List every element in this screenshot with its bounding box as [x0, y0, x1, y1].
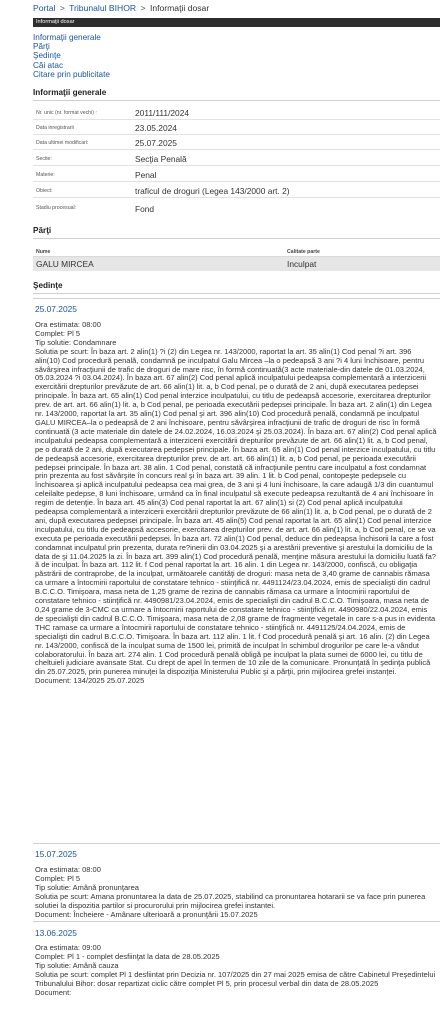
hearing-solution-type: Tip solutie: Condamnare: [35, 337, 117, 347]
info-value: 23.05.2024: [135, 123, 177, 133]
info-label: Nr. unic (nr. format vechi) :: [36, 110, 97, 116]
header-bar-title: Informaţii dosar: [36, 19, 75, 25]
nav-link-informatii-generale[interactable]: Informaţii generale: [33, 33, 101, 42]
hearing-solution-type: Tip solutie: Amână cauza: [35, 960, 119, 970]
hearing-complet: Complet: Pl 5: [35, 873, 81, 883]
hearing-item: [33, 843, 440, 921]
parti-table-header: [33, 246, 440, 257]
hearing-solution-type: Tip solutie: Amână pronunţarea: [35, 882, 139, 892]
hearing-date: 13.06.2025: [35, 928, 77, 938]
info-label: Stadiu procesual:: [36, 205, 77, 211]
info-value: 25.07.2025: [135, 138, 177, 148]
hearing-item: [33, 921, 440, 1024]
section-divider: [33, 238, 440, 239]
info-value: traficul de droguri (Legea 143/2000 art. 2): [135, 186, 290, 196]
hearing-time: Ora estimata: 08:00: [35, 865, 101, 874]
hearing-solution-summary: Solutia pe scurt: În baza art. 2 alin(1) ?i (2) din Legea nr. 143/2000, raportat la art. 35 alin(1) Cod penal ?i art. 396 alin(10) Cod procedură penală, condamnă pe inculpatul Galu Mircea –la o pedeapsă 3 ani ?i 4 luni închisoare, pentru săvârşirea infracţiunii de trafic de droguri de mare risc, în formă continuată(3 acte materiale-din datele de 01.03.2024, 05.03.2024 ?i 03.04.2024). În baza art. 67 alin(2) Cod penal aplică inculpatului pedeapsa complementară a interzicerii exercitării drepturilor prevăzute de art. 66 alin(1) lit. a, b Cod penal, pe o durată de 2 ani, după executarea pedepsei principale. În baza art. 65 alin(1) Cod penal interzice inculpatului, cu titlu de pedeapsă accesorie, exercitarea drepturilor prev. de art. art. 66 alin(1) lit. a, b Cod penal, pe perioada executării pedepsei principale. În baza art. 2 alin(1) din Legea nr. 143/2000, raportat la art. 35 alin(1) Cod penal şi art. 396 alin(10) Cod procedură penală, condamnă pe inculpatul GALU MIRCEA–la o pedeapsă de 2 ani închisoare, pentru săvârşirea infracţiunii de trafic de droguri de risc în formă continuată (3 acte materiale din datele de 24.02.2024, 16.03.2024 şi 25.03.2024). În baza art. 67 alin(2) Cod penal aplică inculpatului pedeapsa complementară a interzicerii exercitării drepturilor prevăzute de art. 66 alin(1) lit. a, b Cod penal, pe o durată de 2 ani, după executarea pedepsei principale. În baza art. 65 alin(1) Cod penal interzice inculpatului, cu titlu de pedeapsă accesorie, exercitarea drepturilor prev. de art. art. 66 alin(1) lit. a, b Cod penal, pe perioada executării pedepsei principale. În baza art. 38 alin. 1 Cod penal, constată că infracţiunile pentru care inculpatul a fost condamnat prin prezenta au fost săvârşite în concurs real şi în baza art. 39 alin. 1 lit. b Cod penal, contopeşte pedepsele cu închisoarea şi aplică inculpatului pedeapsa cea mai grea, de 3 ani şi 4 luni închisoare, la care adaugă 1/3 din cuantumul celeilalte pedepse, 8 luni închisoare, urmând ca în final inculpatul să execute pedeapsa rezultantă de 4 ani închisoare în regim de detenţie. În baza art. 45 alin(3) Cod penal raportat la art. 67 alin(1) si (2) Cod penal aplică inculpatului pedeapsa complementară a interzicerii exercitării drepturilor prevăzute de 66 alin(1) lit. a, b Cod penal, pe o durată de 2 ani, după executarea pedepsei principale. În baza art. 45 alin(5) Cod penal raportat la art. 65 alin(1) Cod penal interzice inculpatului, cu titlu de pedeapsă accesorie, exercitarea drepturilor prev. de art. art. 66 alin(1) lit. a, b Cod penal, ce se va executa pe perioada executării pedepsei. În baza art. 72 alin(1) Cod penal, deduce din pedeapsa închisorii la care a fost condamnat inculpatul prin prezenta, durata re?inerii din 03.04.2025 şi a arestării preventive şi arestului la domiciliu de la data de şi 11.04.2025 la zi. În baza art. 399 alin(1) Cod procedură penală, menţine măsura arestului la domiciliu luată fa?ă de inculpat. În baza art. 112 lit. f Cod penal raportat la art. 16 alin. 1 din Legea nr. 143/2000, confiscă, cu obligaţia păstrării de contraprobe, de la inculpat, următoarele cantităţi de droguri: masa neta de 3,40 grame de cannabis rămasa ca urmare a întocmirii raportului de constatare tehnico - stiinţifică nr. 4491124/23.04.2024, emis de specialişti din cadrul B.C.C.O. Timişoara, masa neta de 1,25 grame de rezina de cannabis rămasa ca urmare a întocmirii raportului de constatare tehnico - stiinţifică nr. 4490981/23.04.2024, emis de specialişti din cadrul B.C.C.O. Timişoara, masa neta de 0,24 grame de 3-CMC ca urmare a întocmirii raportului de constatare tehnico - stiinţifică nr. 4490980/22.04.2024, emis de specialişti din cadrul B.C.C.O. Timişoara, masa neta de 2,08 grame de fragmente vegetale in care s-a pus in evidenta THC ramase ca urmare a întocmirii raportului de constatare tehnico - stiinţifică nr. 4491125/24.04.2024, emis de specialişti din cadrul B.C.C.O. Timişoara. În baza art. 112 alin. 1 lit. f Cod procedură penală şi art. 16 alin. (2) din Legea nr. 143/2000, confiscă de la inculpat suma de 1500 lei, primită de inculpat în schimbul drogurilor pe care le-a vândut colaboratorului. În baza art. 274 alin. 1 Cod procedură penală obligă pe inculpat la plata sumei de 6000 lei, cu titlu de cheltuieli judiciare avansate Stat. Cu drept de apel în termen de 10 zile de la comunicare. Pronunţată în şedinţa publică din 25.07.2025, prin punerea minuţei la dispoziţia Ministerului Public şi a părţii, prin mijlocirea grefei instanţei.: [35, 346, 437, 677]
sedinte-section-title: Şedinţe: [33, 281, 63, 290]
nav-link-sedinte[interactable]: Şedinţe: [33, 51, 61, 61]
section-divider: [33, 100, 440, 101]
hearing-item: [33, 298, 440, 843]
hearing-document: Document:: [35, 987, 72, 997]
info-label: Sectie:: [36, 156, 52, 162]
hearing-solution-summary: Solutia pe scurt: complet Pl 1 desfiintat prin Decizia nr. 107/2025 din 27 mai 2025 emisa de către Cabinetul Preşedintelui Tribunalului Bihor: dosar repartizat ciclic către complet Pl 5, prin procesul verbal din data de 28.05.2025: [35, 969, 436, 988]
info-row-obiect: [33, 185, 440, 198]
parti-section-title: Părţi: [33, 226, 52, 235]
hearing-date: 15.07.2025: [35, 849, 77, 859]
info-row-sectie: [33, 153, 440, 166]
hearing-complet: Complet: Pl 5: [35, 328, 81, 338]
header-bar: [33, 18, 440, 27]
info-row-stadiu-procesual: [33, 202, 440, 215]
section-nav: [33, 33, 110, 79]
info-label: Obiect:: [36, 188, 53, 194]
section-divider: [33, 293, 440, 294]
party-name: GALU MIRCEA: [36, 259, 94, 269]
hearing-time: Ora estimata: 08:00: [35, 320, 101, 329]
info-value: Fond: [135, 204, 155, 214]
breadcrumb-separator: >: [140, 3, 146, 13]
nav-link-cai-atac[interactable]: Căi atac: [33, 60, 64, 70]
hearing-complet: Complet: Pl 1 - complet desfiinţat la data de 28.05.2025: [35, 951, 220, 961]
breadcrumb-separator: >: [59, 3, 65, 13]
hearing-details: [35, 944, 437, 997]
info-label: Materie:: [36, 172, 55, 178]
hearing-time: Ora estimata: 09:00: [35, 943, 101, 952]
info-value: Secţia Penală: [135, 154, 187, 164]
hearing-document: Document: 134/2025 25.07.2025: [35, 676, 145, 686]
info-label: Data ultimei modificari:: [36, 140, 89, 146]
info-row-nr-unic: [33, 107, 440, 120]
info-value: Penal: [135, 170, 157, 180]
hearing-solution-summary: Solutia pe scurt: Amana pronuntarea la data de 25.07.2025, stabilind ca pronuntarea hotararii se va face prin punerea solutiei la dispozitia partilor si procurorului prin mijlocirea grefei instantei.: [35, 891, 426, 910]
breadcrumb-court-link[interactable]: Tribunalul BIHOR: [69, 3, 137, 13]
breadcrumb-portal-link[interactable]: Portal: [33, 3, 56, 13]
party-role: Inculpat: [287, 259, 317, 269]
nav-link-citare[interactable]: Citare prin publicitate: [33, 69, 110, 79]
breadcrumb: [33, 3, 209, 13]
hearing-date: 25.07.2025: [35, 304, 77, 314]
hearing-details: [35, 321, 437, 686]
table-row: [33, 257, 440, 271]
col-header-calitate: Calitate parte: [287, 249, 320, 255]
info-label: Data inregistrarii: [36, 125, 74, 131]
general-section-title: Informaţii generale: [33, 88, 107, 97]
hearing-details: [35, 866, 437, 919]
hearing-document: Document: Încheiere - Amânare ulterioară a pronunţării 15.07.2025: [35, 909, 258, 919]
col-header-nume: Nume: [36, 249, 51, 255]
nav-link-parti[interactable]: Părţi: [33, 42, 50, 52]
info-value: 2011/111/2024: [135, 108, 190, 118]
info-row-data-ultimei-modificari: [33, 137, 440, 150]
info-row-materie: [33, 169, 440, 182]
info-row-data-inregistrarii: [33, 122, 440, 135]
breadcrumb-current: Informaţii dosar: [149, 3, 210, 13]
